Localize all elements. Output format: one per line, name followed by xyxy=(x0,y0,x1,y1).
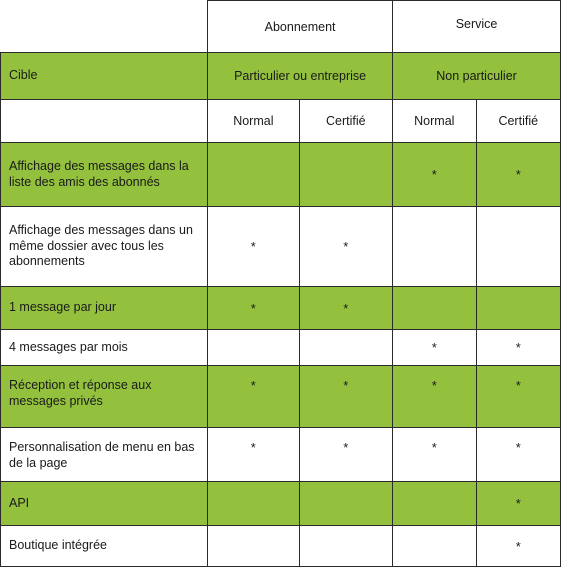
table-row xyxy=(1,526,561,567)
mark-cell xyxy=(393,526,476,567)
mark-cell: * xyxy=(476,526,560,567)
feature-label: API xyxy=(1,482,208,526)
mark-cell: * xyxy=(208,366,299,428)
header-blank-cell xyxy=(1,1,208,53)
mark-cell: * xyxy=(476,330,560,366)
table-row xyxy=(1,287,561,330)
mark-cell xyxy=(476,207,560,287)
mark-cell: * xyxy=(393,366,476,428)
mark-cell xyxy=(208,482,299,526)
feature-label: Boutique intégrée xyxy=(1,526,208,567)
mark-cell: * xyxy=(393,428,476,482)
feature-label: Affichage des messages dans la liste des amis des abonnés xyxy=(1,143,208,207)
table-row xyxy=(1,143,561,207)
mark-cell: * xyxy=(476,482,560,526)
mark-cell xyxy=(393,207,476,287)
feature-label: 4 messages par mois xyxy=(1,330,208,366)
mark-cell: * xyxy=(476,366,560,428)
table-row xyxy=(1,366,561,428)
mark-cell: * xyxy=(208,207,299,287)
subheader-service-normal: Normal xyxy=(393,100,476,143)
mark-cell xyxy=(476,287,560,330)
feature-label: Affichage des messages dans un même dossier avec tous les abonnements xyxy=(1,207,208,287)
mark-cell: * xyxy=(476,143,560,207)
mark-cell: * xyxy=(476,428,560,482)
cible-label: Cible xyxy=(1,53,208,100)
subheader-service-certifie: Certifié xyxy=(476,100,560,143)
mark-cell xyxy=(299,143,393,207)
subheader-abonnement-certifie: Certifié xyxy=(299,100,393,143)
mark-cell xyxy=(208,330,299,366)
feature-label: Personnalisation de menu en bas de la page xyxy=(1,428,208,482)
mark-cell xyxy=(393,287,476,330)
mark-cell: * xyxy=(393,330,476,366)
mark-cell xyxy=(208,526,299,567)
mark-cell: * xyxy=(393,143,476,207)
mark-cell xyxy=(299,330,393,366)
mark-cell: * xyxy=(208,428,299,482)
mark-cell: * xyxy=(208,287,299,330)
cible-service-value: Non particulier xyxy=(393,53,561,100)
cible-abonnement-value: Particulier ou entreprise xyxy=(208,53,393,100)
cible-row xyxy=(1,53,561,100)
table-row xyxy=(1,482,561,526)
mark-cell: * xyxy=(299,428,393,482)
feature-label: Réception et réponse aux messages privés xyxy=(1,366,208,428)
header-abonnement: Abonnement xyxy=(208,1,393,53)
feature-label: 1 message par jour xyxy=(1,287,208,330)
subheader-blank-cell xyxy=(1,100,208,143)
subheader-abonnement-normal: Normal xyxy=(208,100,299,143)
header-service: Service xyxy=(393,1,561,53)
mark-cell xyxy=(299,526,393,567)
mark-cell xyxy=(299,482,393,526)
mark-cell: * xyxy=(299,366,393,428)
subheader-row xyxy=(1,100,561,143)
mark-cell xyxy=(208,143,299,207)
table-row xyxy=(1,428,561,482)
header-row xyxy=(1,1,561,53)
mark-cell: * xyxy=(299,207,393,287)
mark-cell xyxy=(393,482,476,526)
table-row xyxy=(1,330,561,366)
mark-cell: * xyxy=(299,287,393,330)
table-row xyxy=(1,207,561,287)
